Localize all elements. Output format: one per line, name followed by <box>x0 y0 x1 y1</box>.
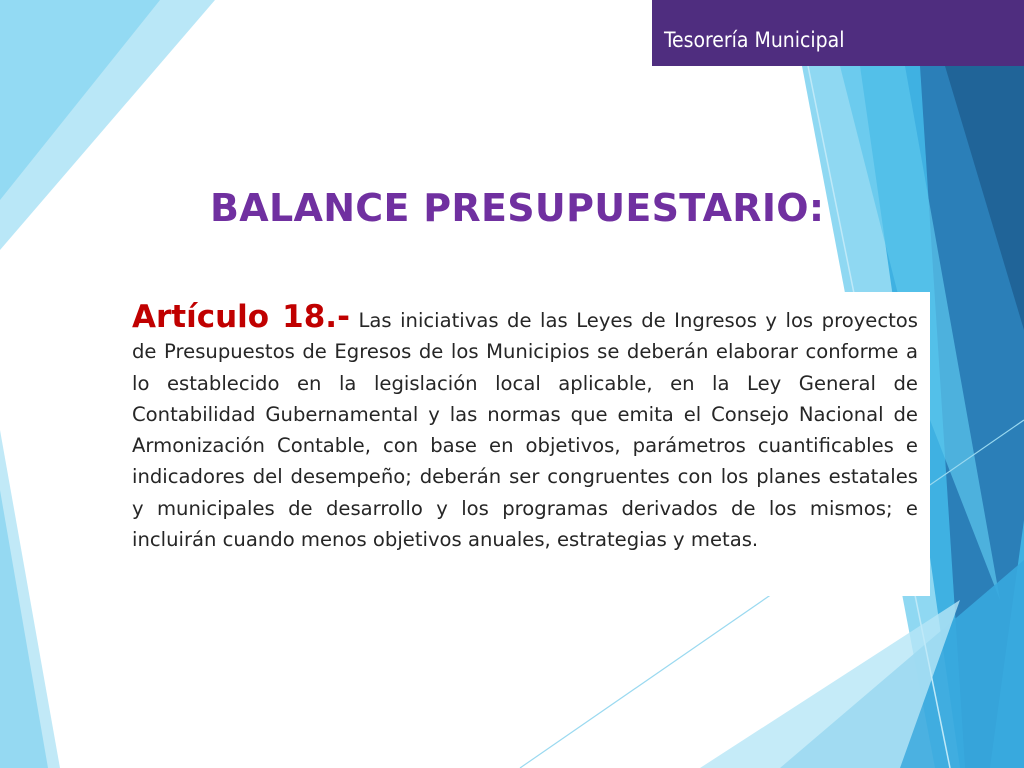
article-box <box>116 292 930 596</box>
header-badge <box>652 0 1024 66</box>
article-paragraph <box>132 299 918 555</box>
deco-left-bottom-light <box>0 430 60 768</box>
article-label: Artículo 18.- <box>132 299 350 335</box>
badge-title: Tesorería Municipal <box>664 28 845 52</box>
slide-title: BALANCE PRESUPUESTARIO: <box>210 186 825 230</box>
deco-left-arrow-mid <box>0 0 160 200</box>
article-text: Las iniciativas de las Leyes de Ingresos y los proyectos de Presupuestos de Egresos de los Municipios se deberán elaborar conforme a lo establecido en la legislación local aplicable, en la Ley General de Contabilidad Gubernamental y las normas que emita el Consejo Nacional de Armonización Contable, con base en objetivos, parámetros cuantificables e indicadores del desempeño; deberán ser congruentes con los planes estatales y municipales de desarrollo y los programas derivados de los mismos; e incluirán cuando menos objetivos anuales, estrategias y metas. <box>132 309 918 552</box>
